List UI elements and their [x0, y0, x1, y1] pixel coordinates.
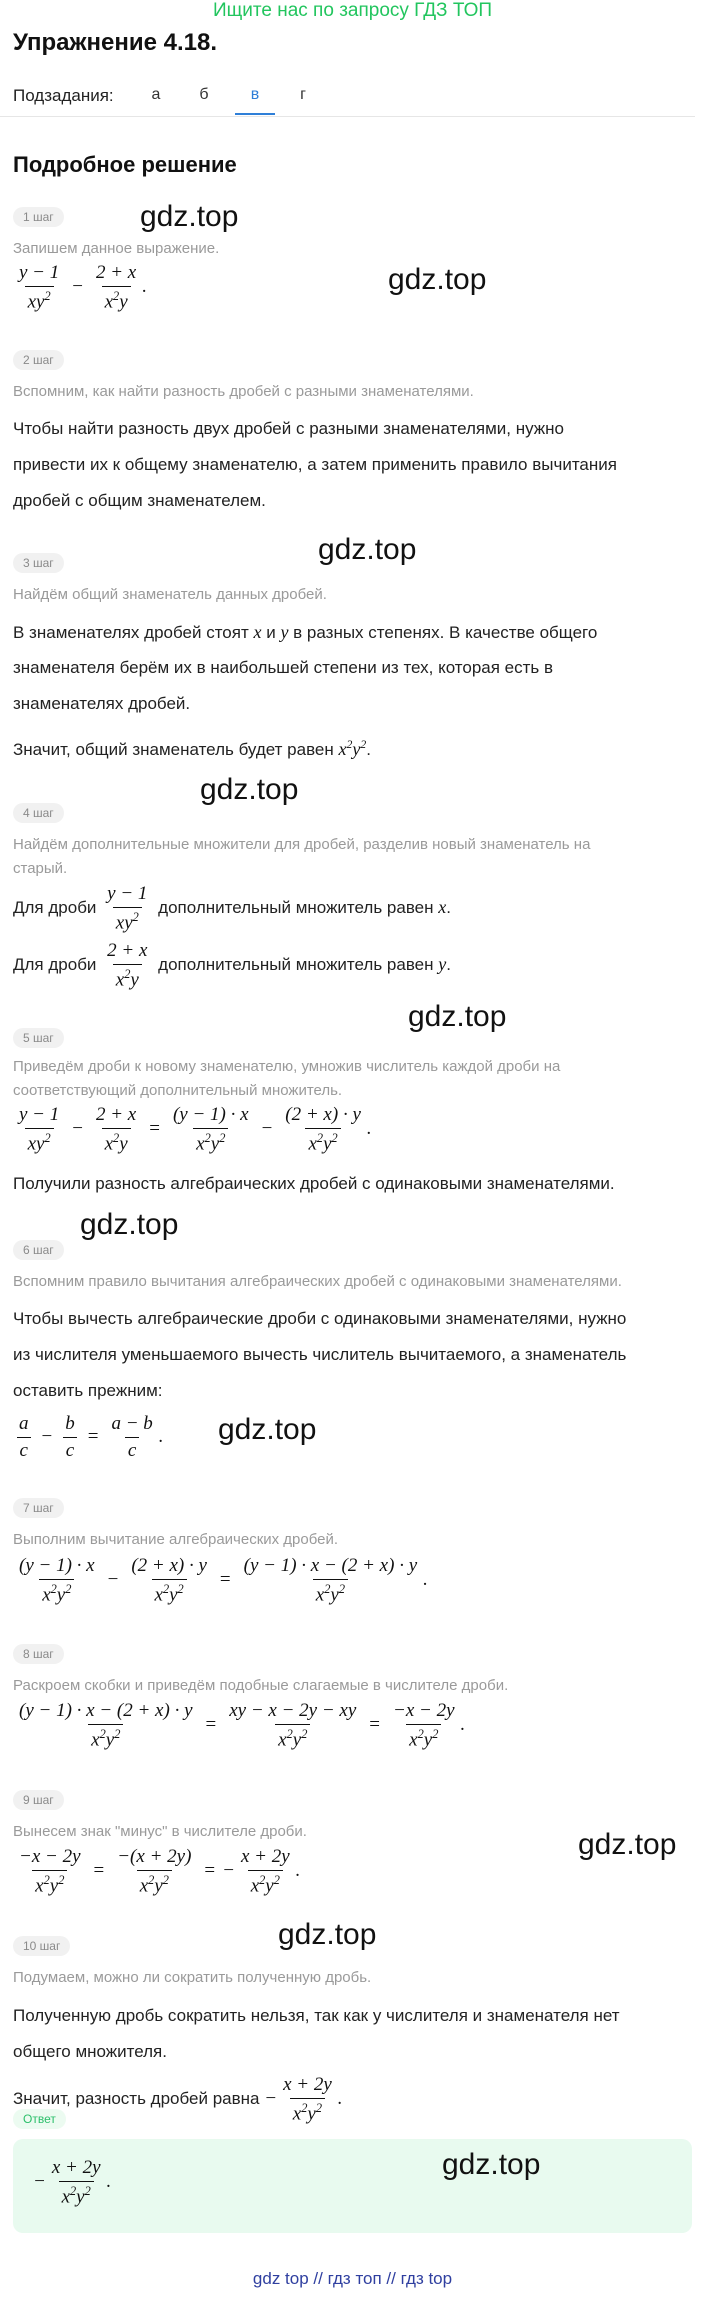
step-3-text-2: знаменателя берём их в наибольшей степени из тех, которая есть в: [13, 658, 554, 677]
step-3-text-1: В знаменателях дробей стоят x и y в разных степенях. В качестве общего: [13, 622, 598, 642]
step-10-hint: Подумаем, можно ли сократить полученную дробь.: [13, 1969, 372, 1986]
answer-box: [13, 2139, 692, 2233]
step-10-text-1: Полученную дробь сократить нельзя, так как у числителя и знаменателя нет: [13, 2006, 620, 2025]
step-2-text-3: дробей с общим знаменателем.: [13, 491, 266, 510]
step-3-badge: 3 шаг: [13, 553, 64, 573]
step-8-hint: Раскроем скобки и приведём подобные слагаемые в числителе дроби.: [13, 1677, 509, 1694]
step-8-badge: 8 шаг: [13, 1644, 64, 1664]
active-tab-indicator: [235, 113, 275, 115]
watermark: gdz.top: [278, 1918, 377, 1951]
step-6-text-1: Чтобы вычесть алгебраические дроби с одинаковыми знаменателями, нужно: [13, 1309, 627, 1328]
step-4-badge: 4 шаг: [13, 803, 64, 823]
step-3-text-3: знаменателях дробей.: [13, 694, 191, 713]
step-5-hint-1: Приведём дроби к новому знаменателю, умножив числитель каждой дроби на: [13, 1058, 561, 1075]
step-6-hint: Вспомним правило вычитания алгебраических дробей с одинаковыми знаменателями.: [13, 1273, 622, 1290]
watermark: gdz.top: [218, 1413, 317, 1446]
subtasks-label: Подзадания:: [13, 86, 114, 105]
step-6-badge: 6 шаг: [13, 1240, 64, 1260]
step-1-hint: Запишем данное выражение.: [13, 240, 220, 257]
step-10-badge: 10 шаг: [13, 1936, 70, 1956]
step-9-badge: 9 шаг: [13, 1790, 64, 1810]
footer-links[interactable]: gdz top // гдз топ // гдз top: [252, 2269, 453, 2288]
step-7-badge: 7 шаг: [13, 1498, 64, 1518]
step-3-text-4: Значит, общий знаменатель будет равен $x^2y^2$.: [13, 738, 371, 759]
step-7-expression: $\frac{(y - 1) \cdot x}{x^2y^2}$ − $\frac{(2 + x) \cdot y}{x^2y^2}$ = $\frac{(y - 1) \cdot x - (2 + x) \cdot y}{x^2y^2}$ .: [19, 1555, 428, 1606]
answer-expression: − $\frac{x + 2y}{x^2y^2}$ .: [33, 2157, 112, 2208]
step-2-hint: Вспомним, как найти разность дробей с разными знаменателями.: [13, 383, 474, 400]
step-10-final: Значит, разность дробей равна − $\frac{x + 2y}{x^2y^2}$ .: [13, 2074, 343, 2125]
step-9-expression: $\frac{-x - 2y}{x^2y^2}$ = $\frac{-(x + 2y)}{x^2y^2}$ = − $\frac{x + 2y}{x^2y^2}$ .: [19, 1846, 301, 1897]
step-5-expression: $\frac{y - 1}{xy^2}$ − $\frac{2 + x}{x^2y}$ = $\frac{(y - 1) \cdot x}{x^2y^2}$ − $\frac{(2 + x) \cdot y}{x^2y^2}$ .: [19, 1104, 372, 1155]
step-3-hint: Найдём общий знаменатель данных дробей.: [13, 586, 327, 603]
watermark: gdz.top: [318, 533, 417, 566]
step-1-expression: $\frac{y - 1}{xy^2}$ − $\frac{2 + x}{x^2y}$ .: [19, 262, 147, 313]
step-5-badge: 5 шаг: [13, 1028, 64, 1048]
step-5-hint-2: соответствующий дополнительный множитель.: [13, 1082, 343, 1099]
step-10-text-2: общего множителя.: [13, 2042, 167, 2061]
step-6-text-3: оставить прежним:: [13, 1381, 163, 1400]
watermark: gdz.top: [408, 1000, 507, 1033]
answer-badge: Ответ: [13, 2109, 66, 2129]
watermark: gdz.top: [442, 2148, 541, 2181]
step-7-hint: Выполним вычитание алгебраических дробей.: [13, 1531, 339, 1548]
watermark: gdz.top: [388, 263, 487, 296]
watermark: gdz.top: [80, 1208, 179, 1241]
subtask-tab-a[interactable]: а: [151, 86, 161, 103]
subtask-tab-g[interactable]: г: [300, 86, 306, 103]
step-6-rule: $\frac{a}{c}$ − $\frac{b}{c}$ = $\frac{a - b}{c}$ .: [13, 1413, 164, 1462]
step-8-expression: $\frac{(y - 1) \cdot x - (2 + x) \cdot y}{x^2y^2}$ = $\frac{xy - x - 2y - xy}{x^2y^2}$ = $\frac{-x - 2y}{x^2y^2}$ .: [19, 1700, 466, 1751]
step-4-hint-2: старый.: [13, 860, 68, 877]
watermark: gdz.top: [578, 1828, 677, 1861]
step-4-frac-line-2: Для дроби $\frac{2 + x}{x^2y}$ дополнительный множитель равен y.: [13, 940, 451, 991]
search-banner[interactable]: Ищите нас по запросу ГДЗ ТОП: [212, 0, 493, 21]
step-5-text: Получили разность алгебраических дробей с одинаковыми знаменателями.: [13, 1174, 615, 1193]
step-1-badge: 1 шаг: [13, 207, 64, 227]
page-title: Упражнение 4.18.: [13, 29, 218, 56]
step-4-hint-1: Найдём дополнительные множители для дробей, разделив новый знаменатель на: [13, 836, 591, 853]
subtask-tab-b[interactable]: б: [199, 86, 209, 103]
section-title: Подробное решение: [13, 152, 237, 177]
step-4-frac-line-1: Для дроби $\frac{y - 1}{xy^2}$ дополнительный множитель равен x.: [13, 883, 451, 934]
step-6-text-2: из числителя уменьшаемого вычесть числитель вычитаемого, а знаменатель: [13, 1345, 627, 1364]
step-9-hint: Вынесем знак "минус" в числителе дроби.: [13, 1823, 307, 1840]
step-2-badge: 2 шаг: [13, 350, 64, 370]
header-divider: [0, 116, 695, 117]
step-2-text-1: Чтобы найти разность двух дробей с разными знаменателями, нужно: [13, 419, 565, 438]
step-2-text-2: привести их к общему знаменателю, а затем применить правило вычитания: [13, 455, 617, 474]
watermark: gdz.top: [200, 773, 299, 806]
watermark: gdz.top: [140, 200, 239, 233]
subtask-tab-v[interactable]: в: [250, 86, 260, 103]
